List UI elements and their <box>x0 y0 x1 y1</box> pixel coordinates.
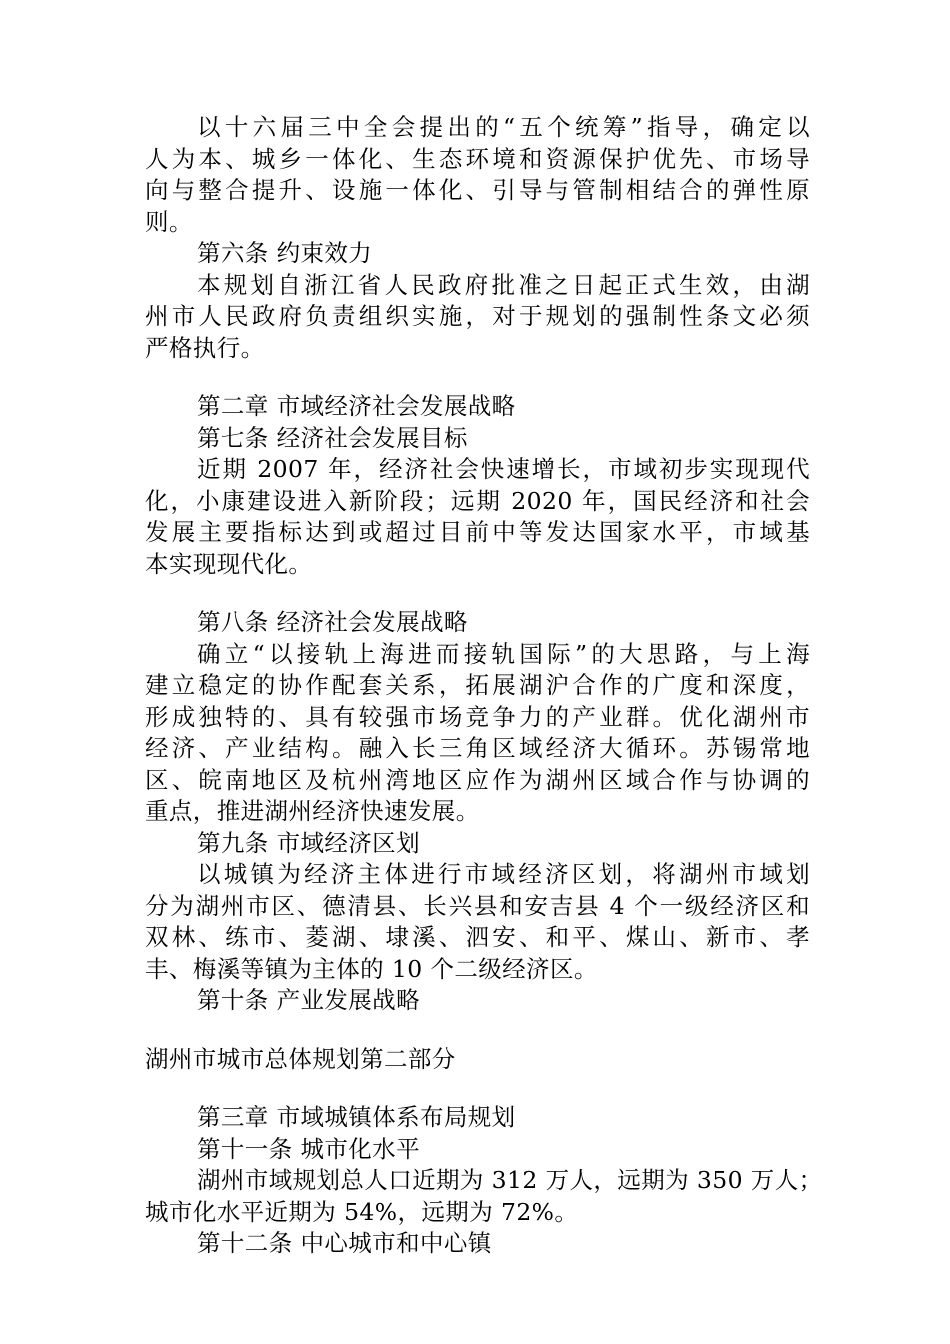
text-line: 人为本、城乡一体化、生态环境和资源保护优先、市场导 <box>145 144 810 173</box>
paragraph-development-goals <box>145 454 810 580</box>
text-line: 本实现现代化。 <box>145 549 313 578</box>
text-line: 确立“以接轨上海进而接轨国际”的大思路，与上海 <box>197 639 810 668</box>
text-line: 以城镇为经济主体进行市域经济区划，将湖州市域划 <box>197 860 810 888</box>
text-line: 近期 2007 年，经济社会快速增长，市域初步实现现代 <box>197 455 810 483</box>
blank-line <box>145 1075 810 1102</box>
text-line: 湖州市域规划总人口近期为 312 万人，远期为 350 万人； <box>197 1166 823 1194</box>
article-12-heading: 第十二条 中心城市和中心镇 <box>197 1229 492 1257</box>
blank-line <box>145 364 810 391</box>
paragraph-development-strategy <box>145 639 810 828</box>
text-line: 则。 <box>145 207 193 236</box>
paragraph-planning-principles <box>145 112 810 238</box>
article-10-heading: 第十条 产业发展战略 <box>197 986 420 1014</box>
text-line: 重点，推进湖州经济快速发展。 <box>145 797 480 825</box>
article-6-heading: 第六条 约束效力 <box>197 239 373 267</box>
article-8-heading: 第八条 经济社会发展战略 <box>197 608 468 636</box>
text-line: 建立稳定的协作配套关系，拓展湖沪合作的广度和深度， <box>145 671 810 699</box>
text-line: 化，小康建设进入新阶段；远期 2020 年，国民经济和社会 <box>145 486 810 515</box>
text-line: 以十六届三中全会提出的“五个统筹”指导，确定以 <box>197 113 810 141</box>
text-line: 向与整合提升、设施一体化、引导与管制相结合的弹性原 <box>145 176 810 204</box>
text-line: 丰、梅溪等镇为主体的 10 个二级经济区。 <box>145 954 598 983</box>
paragraph-economic-zoning <box>145 859 810 985</box>
text-line: 本规划自浙江省人民政府批准之日起正式生效，由湖 <box>197 270 810 299</box>
document-page <box>145 112 823 1260</box>
text-line: 发展主要指标达到或超过目前中等发达国家水平，市域基 <box>145 518 810 546</box>
text-line: 分为湖州市区、德清县、长兴县和安吉县 4 个一级经济区和 <box>145 891 810 920</box>
part-title: 湖州市城市总体规划第二部分 <box>145 1044 456 1073</box>
text-line: 双林、练市、菱湖、埭溪、泗安、和平、煤山、新市、孝 <box>145 923 810 951</box>
text-line: 州市人民政府负责组织实施，对于规划的强制性条文必须 <box>145 302 810 330</box>
text-line: 严格执行。 <box>145 333 265 362</box>
chapter-2-heading: 第二章 市域经济社会发展战略 <box>197 392 516 420</box>
article-7-heading: 第七条 经济社会发展目标 <box>197 423 468 452</box>
paragraph-binding-effect <box>145 270 810 365</box>
blank-line <box>145 1017 810 1044</box>
text-line: 城市化水平近期为 54%，远期为 72%。 <box>145 1197 579 1226</box>
chapter-3-heading: 第三章 市域城镇体系布局规划 <box>197 1103 516 1131</box>
article-11-heading: 第十一条 城市化水平 <box>197 1134 420 1163</box>
article-9-heading: 第九条 市域经济区划 <box>197 828 420 857</box>
text-line: 区、皖南地区及杭州湾地区应作为湖州区域合作与协调的 <box>145 765 810 794</box>
blank-line <box>145 580 810 607</box>
text-line: 形成独特的、具有较强市场竞争力的产业群。优化湖州市 <box>145 702 810 731</box>
paragraph-urbanization-level <box>145 1165 823 1228</box>
text-line: 经济、产业结构。融入长三角区域经济大循环。苏锡常地 <box>145 734 810 762</box>
